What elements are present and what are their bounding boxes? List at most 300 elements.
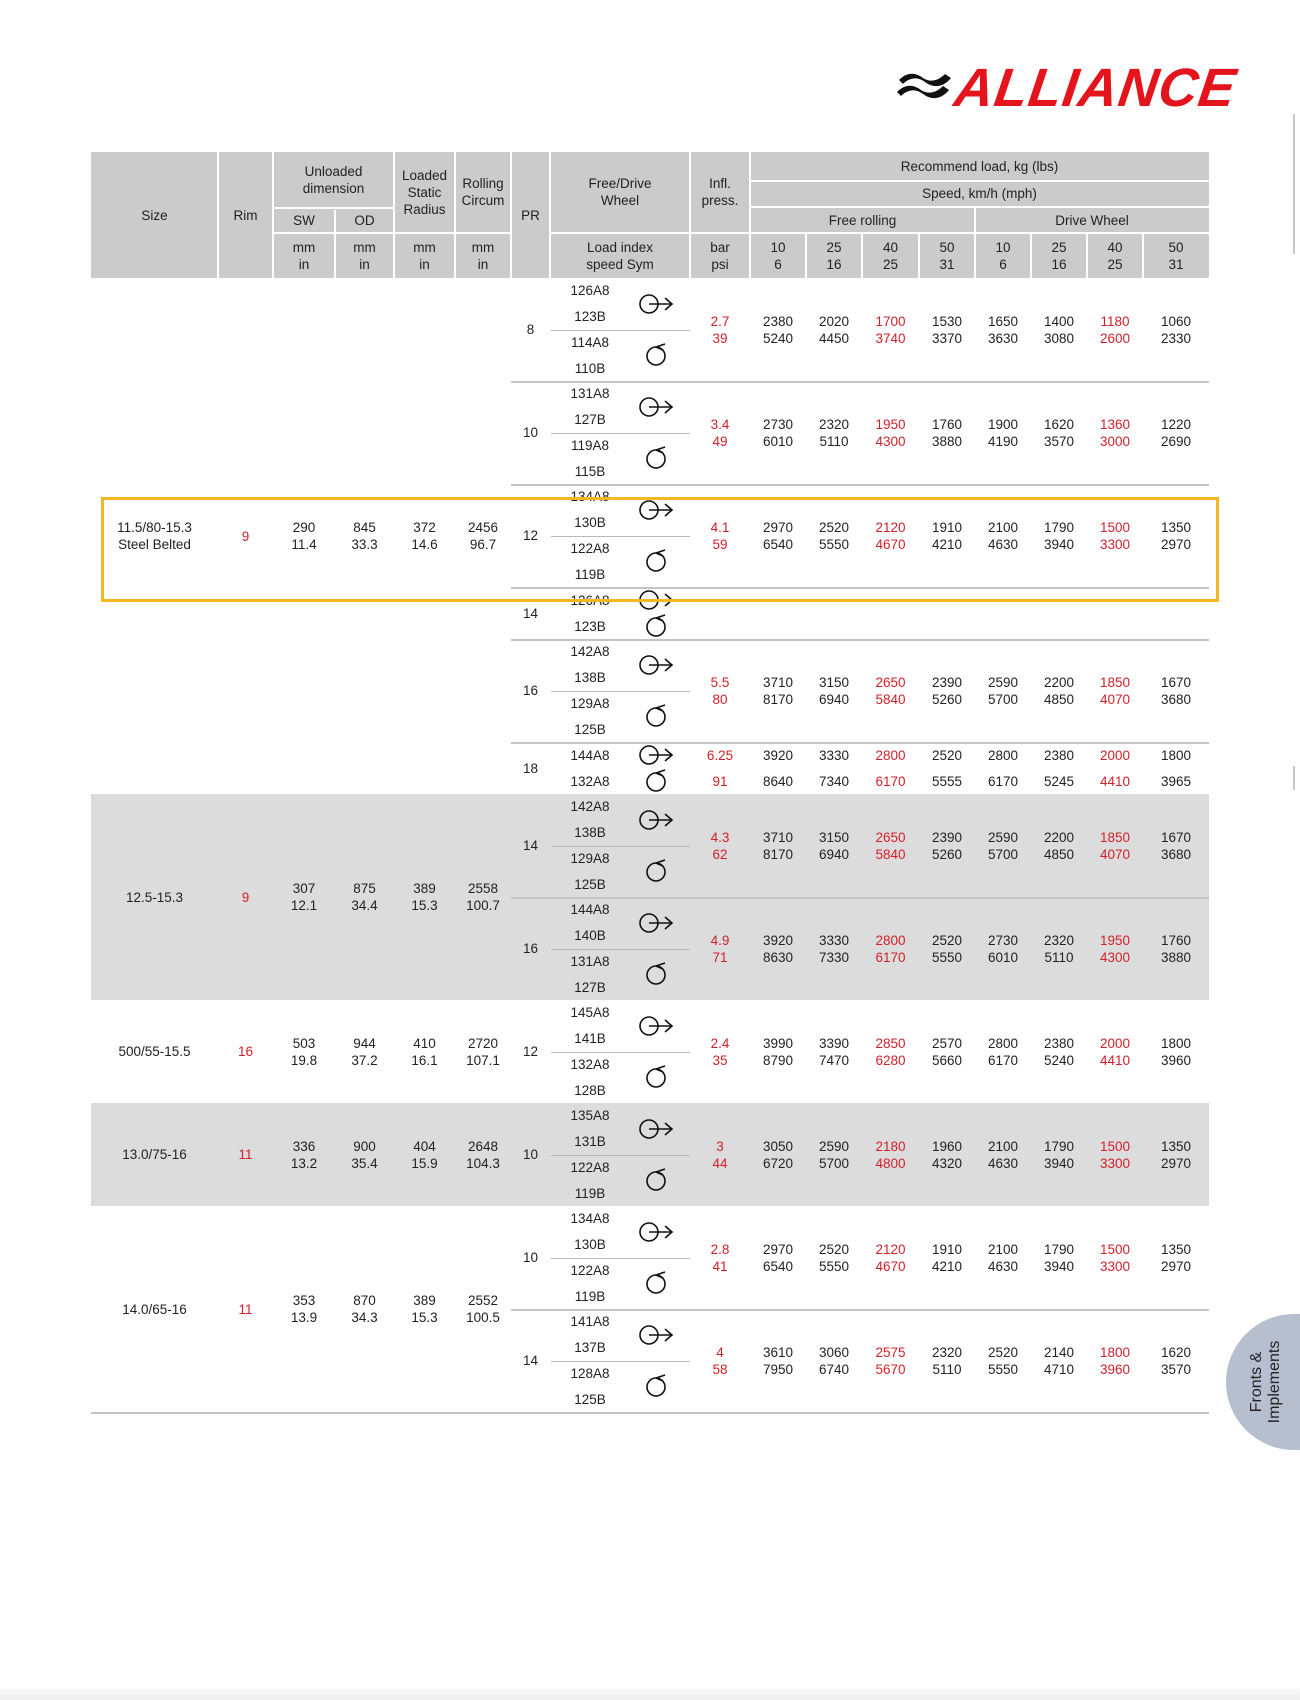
load-index-cell — [550, 1155, 630, 1181]
load-kg: 2590 — [987, 674, 1019, 690]
pressure-bar: 4.1 — [710, 519, 730, 535]
load-lbs: 3000 — [1099, 433, 1131, 449]
load-index-divider — [551, 1361, 690, 1362]
load-index-cell — [550, 458, 630, 484]
load-index-cell — [550, 768, 630, 794]
load-kg: 2020 — [818, 313, 850, 329]
header-unit-mm-in — [394, 234, 455, 278]
speed-mph: 6 — [774, 257, 782, 272]
load-lbs: 6280 — [875, 1052, 906, 1068]
load-cell — [1087, 639, 1143, 742]
drive-wheel-icon — [637, 613, 675, 639]
speed-mph: 6 — [999, 257, 1007, 272]
od-cell — [335, 1000, 394, 1103]
od-in: 33.3 — [351, 537, 378, 552]
load-lbs: 5550 — [987, 1361, 1019, 1377]
load-kg: 1360 — [1099, 416, 1131, 432]
speed-kmh: 50 — [1168, 240, 1184, 255]
load-lbs-cell — [1087, 768, 1143, 794]
load-lbs: 4210 — [931, 536, 963, 552]
load-kg: 1760 — [931, 416, 963, 432]
load-lbs-cell — [1143, 768, 1209, 794]
ply-rating: 12 — [522, 1044, 539, 1059]
load-lbs: 4800 — [875, 1155, 906, 1171]
load-cell — [862, 1103, 919, 1206]
load-cell — [1143, 278, 1209, 381]
load-index-cell — [550, 1180, 630, 1206]
load-lbs: 4320 — [931, 1155, 963, 1171]
load-index-cell — [550, 355, 630, 381]
load-lbs: 5245 — [1043, 773, 1075, 789]
pressure-psi: 44 — [712, 1155, 728, 1171]
load-index-cell — [550, 1000, 630, 1026]
sw-in: 19.8 — [290, 1052, 318, 1068]
pressure-bar: 3.4 — [710, 416, 730, 432]
free-rolling-wheel-icon — [637, 652, 675, 678]
load-index-cell — [550, 1103, 630, 1129]
load-kg: 1530 — [931, 313, 963, 329]
rc-mm: 2552 — [467, 1293, 499, 1308]
load-index: 122A8 — [570, 1262, 610, 1278]
rc-in: 104.3 — [466, 1155, 500, 1171]
load-kg: 1910 — [931, 1241, 963, 1257]
load-lbs: 5700 — [987, 691, 1019, 707]
load-kg-cell — [862, 742, 919, 768]
header-speed-column — [862, 234, 919, 278]
rc-mm: 2720 — [467, 1035, 499, 1051]
sw-mm: 307 — [292, 881, 316, 896]
load-cell — [750, 1103, 806, 1206]
load-kg-cell — [750, 742, 806, 768]
load-lbs: 6540 — [762, 1258, 794, 1274]
load-lbs: 5840 — [875, 691, 906, 707]
header-speed-column — [1087, 234, 1143, 278]
lsr-in: 14.6 — [411, 537, 438, 552]
load-index-cell — [550, 613, 630, 639]
load-index-cell — [550, 974, 630, 1000]
load-kg: 2520 — [987, 1344, 1019, 1360]
load-cell — [806, 1309, 862, 1412]
header-lsr-label: Loaded Static Radius — [401, 167, 448, 217]
load-kg: 2380 — [762, 313, 794, 329]
load-lbs: 3570 — [1043, 433, 1075, 449]
rc-in: 100.7 — [466, 898, 500, 913]
speed-mph: 16 — [1051, 257, 1067, 272]
pressure-bar: 2.7 — [710, 313, 730, 329]
header-unit-mm-in — [273, 234, 335, 278]
load-cell — [919, 381, 975, 484]
load-cell — [1087, 897, 1143, 1000]
load-lbs: 6010 — [987, 949, 1019, 965]
pr-cell — [511, 1309, 550, 1412]
od-in: 34.4 — [351, 898, 378, 913]
load-lbs: 7950 — [762, 1361, 794, 1377]
load-lbs: 3965 — [1160, 773, 1192, 789]
od-in: 35.4 — [351, 1155, 378, 1171]
load-index: 145A8 — [570, 1005, 610, 1021]
drive-wheel-icon — [637, 1373, 675, 1399]
load-kg: 1900 — [987, 416, 1019, 432]
load-lbs: 5110 — [1044, 949, 1074, 965]
load-lbs: 5260 — [931, 691, 963, 707]
unit-in: in — [298, 257, 310, 272]
load-index-cell — [550, 304, 630, 330]
load-index-divider — [551, 949, 690, 950]
load-lbs: 3300 — [1099, 1155, 1131, 1171]
od-mm: 875 — [353, 881, 376, 896]
load-index: 123B — [574, 618, 606, 634]
load-lbs: 3960 — [1099, 1361, 1131, 1377]
header-od-label: OD — [354, 212, 375, 228]
free-rolling-wheel-icon — [637, 1322, 675, 1348]
load-cell — [975, 897, 1031, 1000]
load-index-cell — [550, 330, 630, 356]
load-lbs: 4670 — [875, 536, 906, 552]
load-lbs: 6010 — [762, 433, 794, 449]
header-speed — [750, 180, 1209, 207]
load-index-cell — [550, 846, 630, 872]
load-cell — [750, 381, 806, 484]
load-index: 125B — [574, 876, 606, 892]
load-index: 129A8 — [570, 850, 610, 866]
load-index: 137B — [574, 1340, 606, 1356]
load-lbs: 4670 — [875, 1258, 906, 1274]
rim-value: 11 — [238, 1147, 253, 1162]
load-kg: 1350 — [1160, 519, 1192, 535]
header-speed-column — [1143, 234, 1209, 278]
od-cell — [335, 1103, 394, 1206]
pressure-psi: 80 — [712, 691, 728, 707]
load-cell — [919, 278, 975, 381]
load-index: 126A8 — [570, 592, 610, 608]
load-kg: 1760 — [1160, 932, 1192, 948]
highlighted-row-frame — [101, 497, 1219, 602]
sw-cell — [273, 794, 335, 1000]
load-lbs: 4070 — [1099, 846, 1131, 862]
load-lbs: 3740 — [875, 330, 906, 346]
load-cell — [919, 1103, 975, 1206]
load-cell — [862, 1206, 919, 1309]
pressure-psi: 91 — [712, 773, 728, 789]
tire-size: 12.5-15.3 — [125, 889, 184, 905]
section-tab-line1: Fronts & — [1248, 1351, 1265, 1413]
pressure-bar: 2.8 — [710, 1241, 730, 1257]
load-cell — [806, 897, 862, 1000]
lsr-mm: 389 — [413, 1293, 436, 1308]
load-index-cell — [550, 794, 630, 820]
load-lbs: 4300 — [875, 433, 906, 449]
speed-mph: 25 — [882, 257, 899, 272]
load-lbs-cell — [919, 768, 975, 794]
rc-mm: 2456 — [467, 520, 499, 535]
rim-cell — [218, 1000, 273, 1103]
header-rc-label: Rolling Circum — [461, 176, 505, 208]
header-pr-label: PR — [521, 207, 540, 223]
load-index: 119A8 — [570, 437, 610, 453]
load-cell — [1087, 1309, 1143, 1412]
load-kg: 3920 — [762, 747, 794, 763]
header-speed-column — [919, 234, 975, 278]
load-cell — [1031, 278, 1087, 381]
page-edge — [1293, 766, 1295, 790]
unit-psi: psi — [711, 257, 729, 272]
load-kg: 1220 — [1160, 416, 1192, 432]
load-kg: 1790 — [1043, 1138, 1075, 1154]
header-free-drive-wheel — [550, 152, 690, 232]
pressure-psi: 71 — [712, 949, 728, 965]
load-lbs: 3570 — [1160, 1361, 1192, 1377]
sw-mm: 336 — [292, 1138, 316, 1154]
pr-cell — [511, 794, 550, 897]
ply-rating: 10 — [522, 1147, 539, 1162]
drive-wheel-icon — [637, 1064, 675, 1090]
lsr-in: 16.1 — [411, 1052, 438, 1068]
pressure-bar: 4 — [716, 1344, 724, 1360]
load-cell — [1087, 381, 1143, 484]
load-index: 140B — [574, 928, 606, 944]
load-index-cell — [550, 665, 630, 691]
load-lbs: 5260 — [931, 846, 963, 862]
load-index: 110B — [574, 360, 606, 376]
od-mm: 845 — [353, 520, 376, 535]
load-cell — [1087, 1206, 1143, 1309]
od-mm: 900 — [353, 1138, 376, 1154]
load-index: 128B — [574, 1082, 606, 1098]
lsr-cell — [394, 794, 455, 1000]
load-lbs: 2970 — [1160, 1155, 1192, 1171]
load-lbs: 6940 — [818, 691, 850, 707]
load-lbs: 6940 — [818, 846, 850, 862]
load-lbs: 4410 — [1099, 1052, 1131, 1068]
load-lbs-cell — [806, 768, 862, 794]
load-lbs: 2690 — [1160, 433, 1192, 449]
load-kg: 1790 — [1043, 519, 1075, 535]
speed-mph: 31 — [1168, 257, 1184, 272]
lsr-mm: 372 — [413, 520, 436, 535]
load-lbs: 5700 — [818, 1155, 850, 1171]
load-index-cell — [550, 742, 630, 768]
pressure-bar-cell — [690, 742, 750, 768]
load-kg: 2100 — [987, 1138, 1019, 1154]
load-lbs: 5555 — [931, 773, 963, 789]
load-index-cell — [550, 871, 630, 897]
load-index: 127B — [574, 412, 606, 428]
unit-bar: bar — [710, 240, 730, 255]
unit-in: in — [477, 257, 489, 272]
load-kg: 1500 — [1099, 519, 1131, 535]
load-cell — [806, 278, 862, 381]
load-lbs-cell — [862, 768, 919, 794]
load-kg-cell — [975, 742, 1031, 768]
unit-in: in — [419, 257, 430, 272]
load-index-cell — [550, 1206, 630, 1232]
load-cell — [975, 794, 1031, 897]
load-index-cell — [550, 1052, 630, 1078]
header-sw-label: SW — [293, 212, 315, 228]
load-kg: 1950 — [1099, 932, 1131, 948]
pr-cell — [511, 1103, 550, 1206]
header-drive-wheel-label: Drive Wheel — [1055, 212, 1129, 228]
load-index-cell — [550, 433, 630, 459]
load-index: 122A8 — [570, 1159, 610, 1175]
header-sw — [273, 208, 335, 232]
load-kg: 2140 — [1043, 1344, 1075, 1360]
load-kg: 2520 — [818, 1241, 850, 1257]
alliance-waves-icon — [897, 70, 955, 104]
load-lbs: 3300 — [1099, 1258, 1131, 1274]
od-in: 34.3 — [351, 1310, 378, 1325]
load-index-cell — [550, 1335, 630, 1361]
load-kg: 1500 — [1099, 1241, 1131, 1257]
load-lbs: 5550 — [931, 949, 963, 965]
load-lbs: 5670 — [875, 1361, 906, 1377]
load-index-cell — [550, 278, 630, 304]
load-cell — [1087, 278, 1143, 381]
header-rim — [218, 152, 273, 278]
load-cell — [750, 278, 806, 381]
drive-wheel-icon — [637, 961, 675, 987]
drive-wheel-icon — [637, 703, 675, 729]
load-cell — [1143, 897, 1209, 1000]
section-tab[interactable] — [1226, 1314, 1300, 1450]
load-kg: 1350 — [1160, 1138, 1192, 1154]
load-lbs: 4630 — [987, 1258, 1019, 1274]
sw-cell — [273, 1000, 335, 1103]
load-kg: 1790 — [1043, 1241, 1075, 1257]
load-lbs: 3940 — [1043, 1258, 1075, 1274]
load-index: 130B — [574, 515, 606, 531]
load-cell — [975, 1206, 1031, 1309]
load-cell — [919, 639, 975, 742]
load-index-cell — [550, 407, 630, 433]
load-cell — [1143, 639, 1209, 742]
size-cell — [91, 1000, 218, 1103]
unit-mm: mm — [471, 240, 495, 255]
load-index-divider — [551, 846, 690, 847]
load-index: 115B — [574, 463, 606, 479]
load-lbs: 3680 — [1160, 691, 1192, 707]
load-cell — [1031, 1103, 1087, 1206]
brand-name: ALLIANCE — [950, 58, 1241, 118]
sw-in: 12.1 — [290, 898, 318, 913]
load-kg: 3390 — [818, 1035, 850, 1051]
load-index: 134A8 — [570, 1211, 610, 1227]
pressure-bar: 4.9 — [710, 932, 730, 948]
load-kg: 1620 — [1160, 1344, 1192, 1360]
load-cell — [1087, 794, 1143, 897]
load-kg: 2800 — [987, 1035, 1019, 1051]
unit-mm: mm — [292, 240, 316, 255]
free-rolling-wheel-icon — [637, 394, 675, 420]
load-cell — [1031, 794, 1087, 897]
header-fdw-label: Free/Drive Wheel — [588, 176, 652, 208]
ply-rating: 16 — [522, 683, 539, 698]
load-cell — [1031, 381, 1087, 484]
speed-kmh: 40 — [882, 240, 899, 255]
load-lbs: 5700 — [987, 846, 1019, 862]
pressure-bar: 2.4 — [710, 1035, 730, 1051]
size-cell — [91, 1103, 218, 1206]
load-cell — [1031, 1309, 1087, 1412]
load-kg-cell — [1143, 742, 1209, 768]
load-index: 141A8 — [570, 1314, 610, 1330]
load-cell — [1031, 1000, 1087, 1103]
header-drive-wheel — [975, 207, 1209, 233]
load-kg: 3330 — [818, 932, 850, 948]
load-index: 142A8 — [570, 799, 610, 815]
load-kg: 3710 — [762, 674, 794, 690]
sw-in: 13.9 — [290, 1310, 318, 1325]
sw-in: 13.2 — [290, 1155, 318, 1171]
pressure-cell — [690, 1206, 750, 1309]
pressure-cell — [690, 794, 750, 897]
load-index: 131A8 — [570, 386, 610, 402]
lsr-cell — [394, 1103, 455, 1206]
load-index-cell — [550, 716, 630, 742]
header-recommend-load-label: Recommend load, kg (lbs) — [900, 158, 1059, 174]
load-lbs: 4450 — [818, 330, 850, 346]
section-tab-label — [1248, 1341, 1284, 1424]
sw-mm: 503 — [292, 1035, 316, 1051]
load-cell — [1143, 1103, 1209, 1206]
load-index: 144A8 — [570, 747, 610, 763]
load-lbs: 4410 — [1099, 773, 1131, 789]
tire-size: 13.0/75-16 — [122, 1147, 187, 1162]
load-lbs: 3880 — [931, 433, 963, 449]
load-cell — [1143, 1309, 1209, 1412]
load-kg: 2730 — [762, 416, 794, 432]
load-index: 134A8 — [570, 489, 610, 505]
load-index-cell — [550, 1309, 630, 1335]
brand-logo — [897, 58, 1241, 118]
load-index-cell — [550, 897, 630, 923]
load-kg: 2970 — [762, 519, 794, 535]
header-rim-label: Rim — [233, 207, 258, 223]
header-loaded-static-radius — [394, 152, 455, 232]
load-index: 138B — [574, 825, 606, 841]
load-lbs: 3940 — [1043, 536, 1075, 552]
load-lbs: 2970 — [1160, 1258, 1192, 1274]
load-cell — [806, 1206, 862, 1309]
load-kg: 1910 — [931, 519, 963, 535]
lsr-cell — [394, 1000, 455, 1103]
speed-kmh: 25 — [826, 240, 842, 255]
load-lbs: 4190 — [987, 433, 1019, 449]
load-index: 129A8 — [570, 695, 610, 711]
pressure-psi: 58 — [712, 1361, 728, 1377]
load-kg: 2970 — [762, 1241, 794, 1257]
ply-rating: 10 — [522, 1250, 539, 1265]
load-index-cell — [550, 639, 630, 665]
load-cell — [975, 1000, 1031, 1103]
load-index-cell — [550, 1026, 630, 1052]
load-lbs: 2600 — [1099, 330, 1131, 346]
speed-mph: 31 — [939, 257, 955, 272]
load-lbs: 2330 — [1160, 330, 1192, 346]
rim-value: 9 — [241, 528, 250, 544]
pressure-cell — [690, 278, 750, 381]
load-kg: 3330 — [818, 747, 850, 763]
load-cell — [1031, 897, 1087, 1000]
load-kg-cell — [806, 742, 862, 768]
load-lbs: 4630 — [987, 536, 1019, 552]
load-lbs: 6540 — [762, 536, 794, 552]
load-kg: 1060 — [1160, 313, 1192, 329]
header-od — [335, 208, 394, 232]
pr-cell — [511, 639, 550, 742]
load-index: 128A8 — [570, 1365, 610, 1381]
rc-cell — [455, 1000, 511, 1103]
